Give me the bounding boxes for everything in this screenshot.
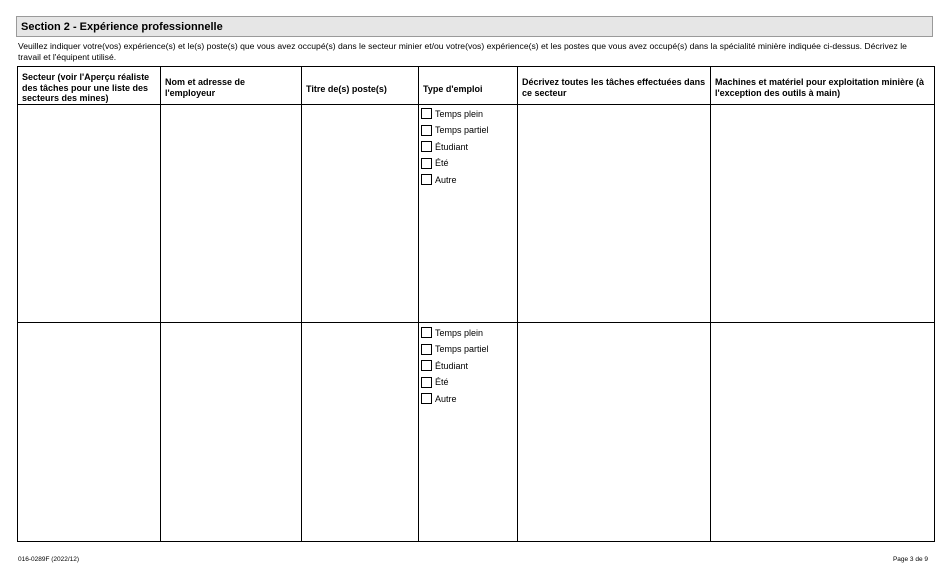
- checkbox-option[interactable]: [421, 139, 517, 156]
- tasks-field[interactable]: [518, 323, 711, 542]
- checkbox-label: Temps plein: [435, 108, 484, 119]
- employment-type-cell: [419, 323, 518, 542]
- employment-type-checkboxes: [419, 105, 517, 189]
- checkbox[interactable]: [421, 344, 432, 355]
- experience-table: [17, 66, 935, 542]
- checkbox-option[interactable]: [421, 374, 517, 391]
- machines-field[interactable]: [711, 323, 935, 542]
- checkbox-label: Temps plein: [435, 327, 484, 338]
- checkbox-option[interactable]: [421, 172, 517, 189]
- machines-field[interactable]: [711, 104, 935, 323]
- checkbox[interactable]: [421, 360, 432, 371]
- checkbox-option[interactable]: [421, 390, 517, 407]
- checkbox[interactable]: [421, 141, 432, 152]
- header-employment-type: Type d'emploi: [419, 67, 518, 105]
- checkbox[interactable]: [421, 377, 432, 388]
- checkbox-label: Été: [435, 158, 449, 169]
- checkbox[interactable]: [421, 125, 432, 136]
- employer-field[interactable]: [161, 104, 302, 323]
- checkbox-label: Autre: [435, 174, 457, 185]
- checkbox-label: Temps partiel: [435, 125, 489, 136]
- checkbox-option[interactable]: [421, 155, 517, 172]
- employer-field[interactable]: [161, 323, 302, 542]
- checkbox[interactable]: [421, 174, 432, 185]
- table-row: [18, 104, 935, 323]
- checkbox-label: Autre: [435, 393, 457, 404]
- checkbox-option[interactable]: [421, 341, 517, 358]
- tasks-field[interactable]: [518, 104, 711, 323]
- section-title: Section 2 - Expérience professionnelle: [16, 16, 933, 37]
- table-header-row: [18, 67, 935, 105]
- checkbox-option[interactable]: [421, 106, 517, 123]
- checkbox-option[interactable]: [421, 357, 517, 374]
- employment-type-checkboxes: [419, 323, 517, 407]
- checkbox-label: Étudiant: [435, 141, 469, 152]
- header-machines: Machines et matériel pour exploitation minière (à l'exception des outils à main): [711, 67, 935, 105]
- checkbox-label: Temps partiel: [435, 344, 489, 354]
- header-tasks: Décrivez toutes les tâches effectuées dans ce secteur: [518, 67, 711, 105]
- checkbox[interactable]: [421, 327, 432, 338]
- checkbox-option[interactable]: [421, 324, 517, 341]
- checkbox[interactable]: [421, 393, 432, 404]
- checkbox-label: Étudiant: [435, 360, 469, 371]
- sector-field[interactable]: [18, 323, 161, 542]
- header-sector: Secteur (voir l'Aperçu réaliste des tâches pour une liste des secteurs des mines): [18, 67, 161, 105]
- checkbox-option[interactable]: [421, 122, 517, 139]
- instructions-text: Veuillez indiquer votre(vos) expérience(s) et le(s) poste(s) que vous avez occupé(s) dans le secteur minier et/ou votre(vos) expérience(s) et les postes que vous avez occupé(s) dans la spécialité minière indiquée ci-dessus. Décrivez le travail et l'équipent utilisé.: [18, 41, 907, 62]
- checkbox-label: Été: [435, 377, 449, 387]
- job-title-field[interactable]: [302, 323, 419, 542]
- sector-field[interactable]: [18, 104, 161, 323]
- checkbox[interactable]: [421, 158, 432, 169]
- header-employer: Nom et adresse de l'employeur: [161, 67, 302, 105]
- table-row: [18, 323, 935, 542]
- checkbox[interactable]: [421, 108, 432, 119]
- job-title-field[interactable]: [302, 104, 419, 323]
- employment-type-cell: [419, 104, 518, 323]
- page-number: Page 3 de 9: [892, 556, 928, 563]
- header-job-title: Titre de(s) poste(s): [302, 67, 419, 105]
- form-number: 016-0289F (2022/12): [18, 556, 80, 563]
